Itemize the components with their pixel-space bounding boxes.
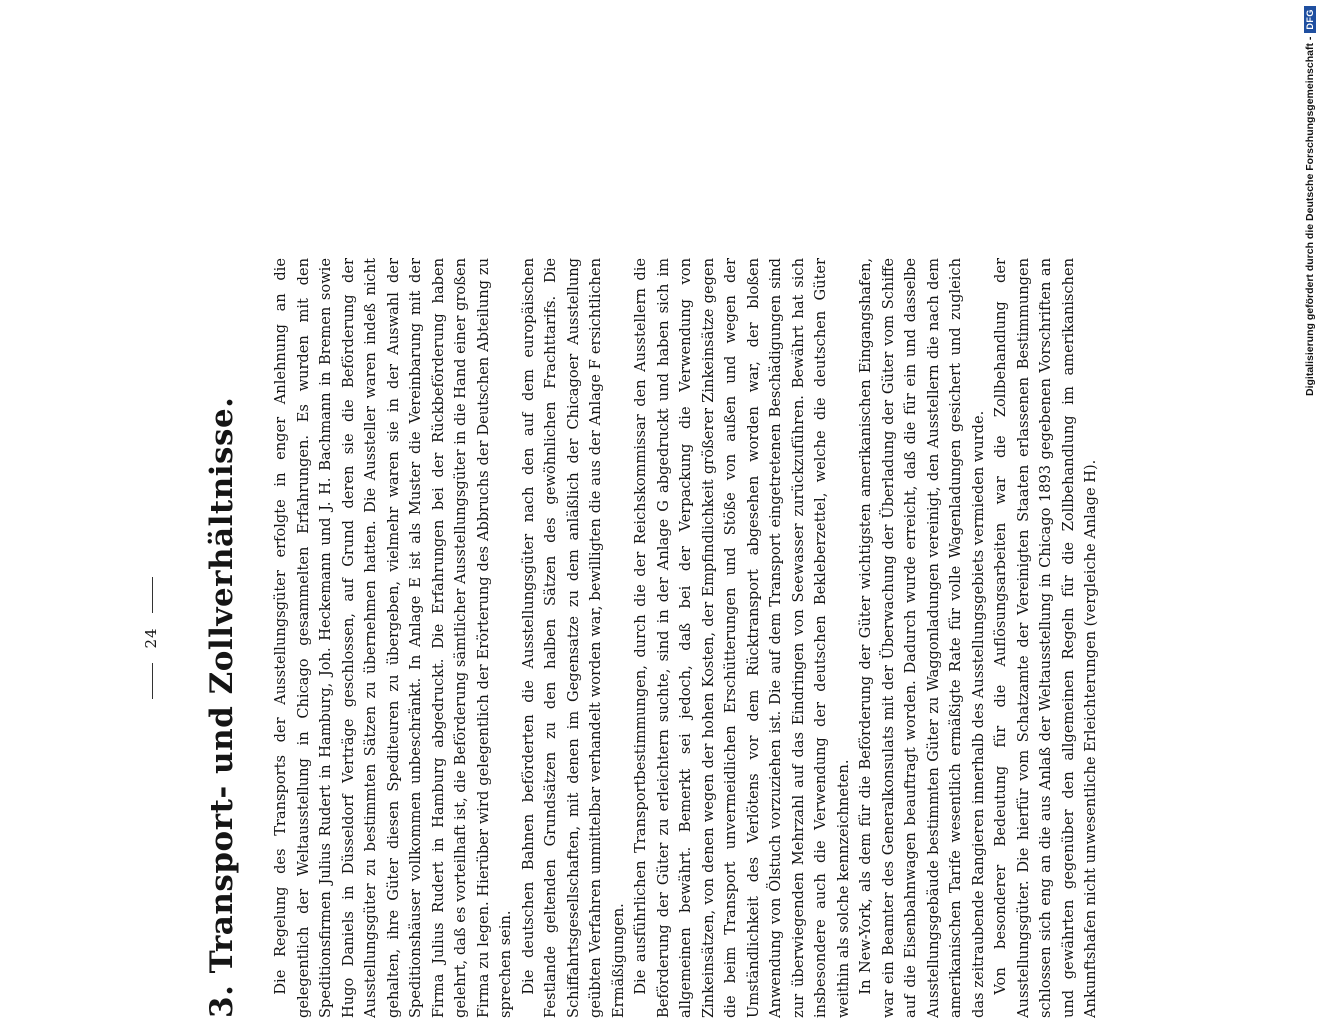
paragraph: Die ausführlichen Transportbestimmungen, durch die der Reichskommissar den Ausstellern die Beförderung der Güter zu erleichtern suchte, sind in der Anlage G abgedruckt und haben sich im allgemeinen bewährt. Bemerkt sei jedoch, daß bei der Verpackung die Verwendung von Zinkeinsätzen, von denen wegen der hohen Kosten, der Empfindlichkeit größerer Zinkeinsätze gegen die beim Transport unvermeidlichen Erschütterungen und Stöße von außen und wegen der Umständlichkeit des Verlötens vor dem Rücktransport abgesehen worden war, der bloßen Anwendung von Ölstuch vorzuziehen ist. Die auf dem Transport eingetretenen Beschädigungen sind zur überwiegenden Mehrzahl auf das Eindringen von Seewasser zurückzuführen. Bewährt hat sich insbesondere auch die Verwendung der deutschen Bekleberzettel, welche die deutschen Güter weithin als solche kennzeichneten. [632, 258, 852, 1018]
page-number: 24 [142, 258, 160, 1018]
body-text [270, 258, 1103, 1018]
paragraph: Die Regelung des Transports der Ausstellungsgüter erfolgte in enger Anlehnung an die gelegentlich der Weltausstellung in Chicago gesammelten Erfahrungen. Es wurden mit den Speditionsfirmen Julius Rudert in Hamburg, Joh. Heckemann und J. H. Bachmann in Bremen sowie Hugo Daniels in Düsseldorf Verträge geschlossen, auf Grund deren sie die Beförderung der Ausstellungsgüter zu bestimmten Sätzen zu übernehmen hatten. Die Aussteller waren indeß nicht gehalten, ihre Güter diesen Spediteuren zu übergeben, vielmehr waren sie in der Auswahl der Speditionshäuser vollkommen unbeschränkt. In Anlage E ist als Muster die Vereinbarung mit der Firma Julius Rudert in Hamburg abgedruckt. Die Erfahrungen bei der Rückbeförderung haben gelehrt, daß es vorteilhaft ist, die Beförderung sämtlicher Ausstellungsgüter in die Hand einer großen Firma zu legen. Hierüber wird gelegentlich der Erörterung des Abbruchs der Deutschen Abteilung zu sprechen sein. [272, 258, 514, 1018]
digitization-credit-text [1300, 6, 1320, 396]
dfg-logo: DFG [1304, 6, 1316, 33]
digitization-credit [1300, 6, 1320, 396]
paragraph: Von besonderer Bedeutung für die Auflösungsarbeiten war die Zollbehandlung der Ausstellungsgüter. Die hierfür vom Schatzamte der Vereinigten Staaten erlassenen Bestimmungen schlossen sich eng an die aus Anlaß der Weltausstellung in Chicago 1893 gegebenen Vorschriften an und gewährten gegenüber den allgemeinen Regeln für die Zollbehandlung im amerikanischen Ankunftshafen nicht unwesentliche Erleichterungen (vergleiche Anlage H). [992, 258, 1099, 1018]
chapter-title: 3. Transport- und Zollverhältnisse. [204, 396, 240, 1018]
paragraph: Die deutschen Bahnen beförderten die Ausstellungsgüter nach den auf dem europäischen Festlande geltenden Grundsätzen zu den halben Sätzen des gewöhnlichen Frachttarifs. Die Schiffahrtsgesellschaften, mit denen im Gegensatze zu dem anläßlich der Chicagoer Ausstellung geübten Verfahren unmittelbar verhandelt worden war, bewilligten die aus der Anlage F ersichtlichen Ermäßigungen. [519, 258, 627, 1018]
scanned-page [142, 258, 1242, 1018]
paragraph: In New-York, als dem für die Beförderung der Güter wichtigsten amerikanischen Eingangshafen, war ein Beamter des Generalkonsulats mit der Überwachung der Überladung der Güter vom Schiffe auf die Eisenbahnwagen beauftragt worden. Dadurch wurde erreicht, daß die für ein und dasselbe Ausstellungsgebäude bestimmten Güter zu Waggonladungen vereinigt, den Ausstellern die nach dem amerikanischen Tarife wesentlich ermäßigte Rate für volle Wagenladungen gesichert und zugleich das zeitraubende Rangieren innerhalb des Ausstellungsgebiets vermieden wurde. [857, 258, 987, 1018]
credit-text: Digitalisierung gefördert durch die Deutsche Forschungsgemeinschaft - [1304, 36, 1316, 396]
